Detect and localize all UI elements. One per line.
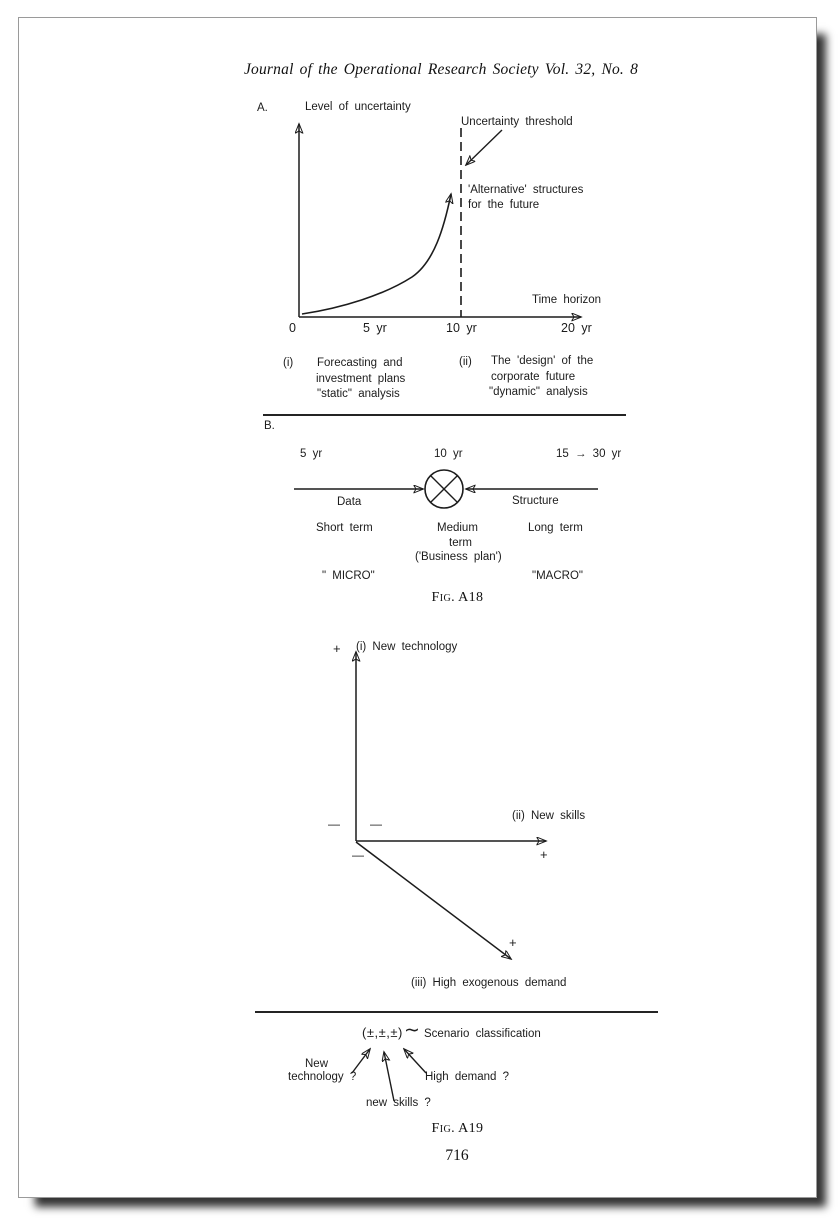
divider-rule-1 (263, 414, 626, 416)
note-i-line1: Forecasting and (317, 357, 403, 369)
threshold-label: Uncertainty threshold (461, 116, 573, 128)
fig-b-diagram (280, 465, 610, 520)
note-i-line3: "static" analysis (317, 388, 400, 400)
medium-term-label-line1: Medium (437, 522, 478, 534)
fig-a19-caption: Fig. A19 (431, 1121, 484, 1136)
new-skills-pointer-arrow (384, 1052, 394, 1101)
note-ii-line3: "dynamic" analysis (489, 386, 588, 398)
high-demand-question: High demand ? (425, 1071, 509, 1083)
alternative-structures-line2: for the future (468, 199, 540, 211)
short-term-label: Short term (316, 522, 373, 534)
right-time-range-label: 15 → 30 yr (556, 448, 622, 460)
long-term-label: Long term (528, 522, 583, 534)
minus-sign-left: — (328, 817, 339, 831)
high-demand-pointer-arrow (404, 1049, 426, 1073)
fig-a18-caption: Fig. A18 (431, 590, 484, 605)
note-ii-line2: corporate future (491, 371, 576, 383)
new-technology-pointer-arrow (352, 1049, 370, 1073)
axis-ii-plus-sign: + (540, 847, 548, 862)
uncertainty-curve (302, 194, 451, 314)
tick-0: 0 (289, 321, 296, 335)
axis-i-plus-sign: + (333, 641, 341, 656)
note-ii-number: (ii) (459, 356, 472, 368)
center-time-label: 10 yr (434, 448, 463, 460)
minus-sign-bottom: — (352, 848, 363, 862)
micro-label: " MICRO" (322, 570, 375, 582)
note-ii-line1: The 'design' of the (491, 355, 594, 367)
page-number: 716 (445, 1147, 469, 1164)
business-plan-label: ('Business plan') (415, 551, 502, 563)
left-time-label: 5 yr (300, 448, 323, 460)
tick-10yr: 10 yr (446, 321, 477, 335)
scenario-tuple: (±,±,±) (362, 1025, 403, 1040)
panel-b-label: B. (264, 420, 275, 432)
y-axis-label: Level of uncertainty (305, 101, 411, 113)
divider-rule-2 (255, 1011, 658, 1013)
new-skills-question: new skills ? (366, 1097, 431, 1109)
minus-sign-right: — (370, 817, 381, 831)
threshold-pointer-arrow (466, 130, 502, 165)
axis-i-label: (i) New technology (356, 641, 458, 653)
data-flow-label: Data (337, 496, 362, 508)
three-axis-diagram (330, 640, 560, 970)
fig-a-plot (280, 110, 600, 340)
journal-header: Journal of the Operational Research Society Vol. 32, No. 8 (243, 61, 639, 78)
tilde-wave-symbol: ∼ (404, 1020, 420, 1041)
x-axis-label: Time horizon (532, 294, 602, 306)
exogenous-demand-axis (356, 842, 511, 959)
panel-a-label: A. (257, 102, 268, 114)
tick-20yr: 20 yr (561, 321, 592, 335)
note-i-line2: investment plans (316, 373, 406, 385)
tick-5yr: 5 yr (363, 321, 387, 335)
note-i-number: (i) (283, 357, 294, 369)
scenario-classification-label: Scenario classification (424, 1028, 541, 1040)
axis-ii-label: (ii) New skills (512, 810, 586, 822)
new-technology-question-line1: New (305, 1058, 329, 1070)
macro-label: "MACRO" (532, 570, 583, 582)
alternative-structures-line1: 'Alternative' structures (468, 184, 584, 196)
axis-iii-label: (iii) High exogenous demand (411, 977, 567, 989)
structure-flow-label: Structure (512, 495, 559, 507)
axis-iii-plus-sign: + (509, 935, 517, 950)
medium-term-label-line2: term (449, 537, 472, 549)
new-technology-question-line2: technology ? (288, 1071, 357, 1083)
